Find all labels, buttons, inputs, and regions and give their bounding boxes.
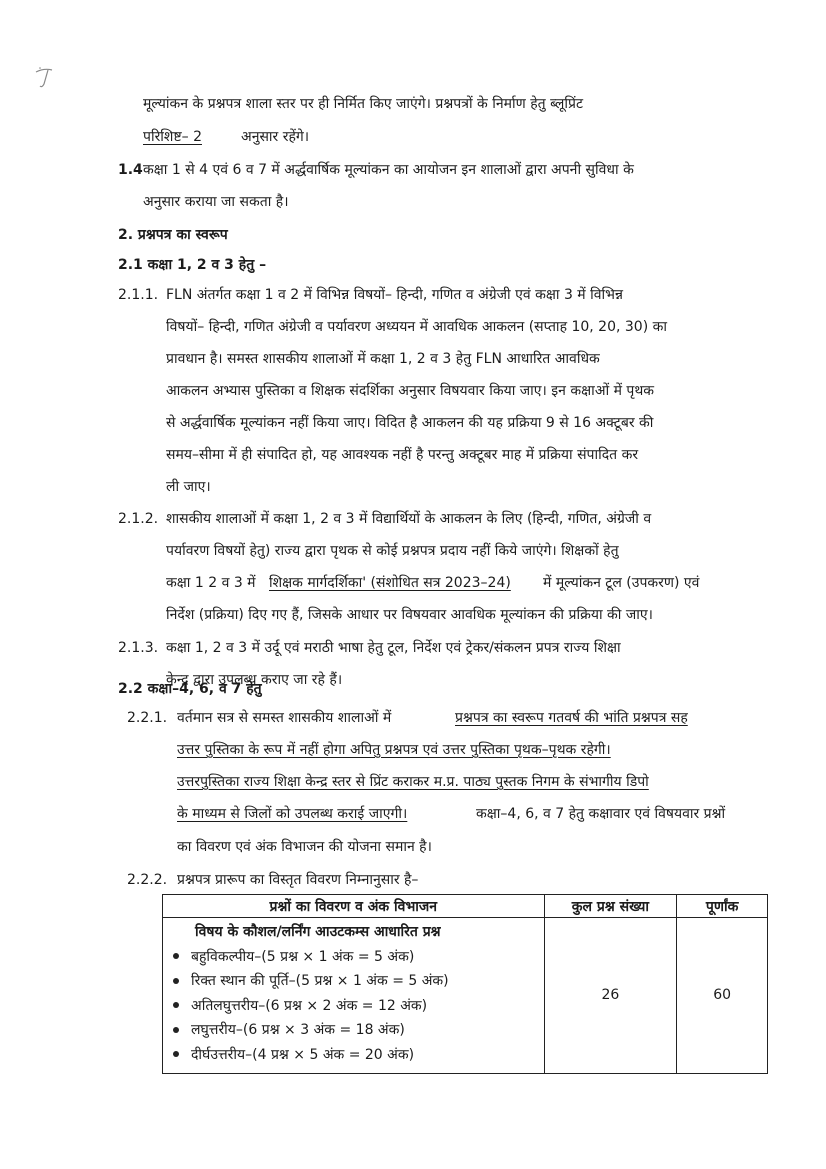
bullet-icon [173,978,179,984]
para-2-1-1-line1: FLN अंतर्गत कक्षा 1 व 2 में विभिन्न विषयों– हिन्दी, गणित व अंग्रेजी एवं कक्षा 3 में विभिन्न [166,287,623,303]
para-2-1-2-line3-underlined: शिक्षक मार्गदर्शिका' (संशोधित सत्र 2023–24) [269,575,511,591]
pen-scribble-mark [30,58,70,98]
para-1-4-line1: कक्षा 1 से 4 एवं 6 व 7 में अर्द्धवार्षिक मूल्यांकन का आयोजन इन शालाओं द्वारा अपनी सुविधा के [143,162,634,178]
para-2-1-2-line3a: कक्षा 1 2 व 3 में [166,575,256,591]
para-2-2-1-line4-underlined: के माध्यम से जिलों को उपलब्ध कराई जाएगी। [177,806,408,822]
para-2-1-1-line6: समय–सीमा में ही संपादित हो, यह आवश्यक नहीं है परन्तु अक्टूबर माह में प्रक्रिया संपादित कर [166,447,639,463]
section-2-heading: 2. प्रश्नपत्र का स्वरूप [118,227,228,243]
bullet-icon [173,1051,179,1057]
list-item: दीर्घउत्तरीय–(4 प्रश्न × 5 अंक = 20 अंक) [163,1042,544,1067]
para-1-4-line2: अनुसार कराया जा सकता है। [143,194,289,210]
para-2-1-1-number: 2.1.1. [118,287,159,303]
question-paper-format-table [162,894,768,1074]
list-item: बहुविकल्पीय–(5 प्रश्न × 1 अंक = 5 अंक) [163,944,544,969]
para-2-1-2-number: 2.1.2. [118,511,159,527]
para-2-1-1-line5: से अर्द्धवार्षिक मूल्यांकन नहीं किया जाए। विदित है आकलन की यह प्रक्रिया 9 से 16 अक्टूबर की [166,415,654,431]
para-2-2-1-number: 2.2.1. [127,710,168,726]
full-marks-value: 60 [677,918,768,1074]
para-2-1-1-line2: विषयों– हिन्दी, गणित अंग्रेजी व पर्यावरण अध्ययन में आवधिक आकलन (सप्ताह 10, 20, 30) का [166,319,667,335]
bullet-icon [173,953,179,959]
header-description: प्रश्नों का विवरण व अंक विभाजन [163,895,545,918]
table-row [163,918,768,1074]
para-2-1-2-line2: पर्यावरण विषयों हेतु) राज्य द्वारा पृथक से कोई प्रश्नपत्र प्रदाय नहीं किये जाएंगे। शिक्षकों हेतु [166,543,619,559]
list-item: लघुत्तरीय–(6 प्रश्न × 3 अंक = 18 अंक) [163,1018,544,1043]
para-1-3-line1: मूल्यांकन के प्रश्नपत्र शाला स्तर पर ही निर्मित किए जाएंगे। प्रश्नपत्रों के निर्माण हेतु ब्लूप्रिंट [143,96,584,112]
para-2-1-3-line1: कक्षा 1, 2 व 3 में उर्दू एवं मराठी भाषा हेतु टूल, निर्देश एवं ट्रेकर/संकलन प्रपत्र राज्य शिक्षा [166,640,621,656]
para-2-2-1-line2-underlined: उत्तर पुस्तिका के रूप में नहीं होगा अपितु प्रश्नपत्र एवं उत्तर पुस्तिका पृथक–पृथक रहेगी। [177,742,611,758]
para-2-2-1-line4: कक्षा–4, 6, व 7 हेतु कक्षावार एवं विषयवार प्रश्नों [476,806,726,822]
para-2-1-1-line7: ली जाए। [166,479,211,495]
para-2-2-2-line1: प्रश्नपत्र प्रारूप का विस्तृत विवरण निम्नानुसार है– [177,872,419,888]
para-2-1-3-line2: केन्द्र द्वारा उपलब्ध कराए जा रहे हैं। [166,672,343,688]
para-1-4-number: 1.4 [118,162,143,178]
bullet-icon [173,1002,179,1008]
header-full-marks: पूर्णांक [677,895,768,918]
list-item: रिक्त स्थान की पूर्ति–(5 प्रश्न × 1 अंक = 5 अंक) [163,969,544,994]
row-title: विषय के कौशल/लर्निंग आउटकम्स आधारित प्रश्न [195,924,441,940]
para-2-1-2-line4: निर्देश (प्रक्रिया) दिए गए हैं, जिसके आधार पर विषयवार आवधिक मूल्यांकन की प्रक्रिया की जाए। [166,607,653,623]
para-2-1-2-line3c: में मूल्यांकन टूल (उपकरण) एवं [543,575,700,591]
total-questions-value: 26 [544,918,677,1074]
para-2-1-1-line3: प्रावधान है। समस्त शासकीय शालाओं में कक्षा 1, 2 व 3 हेतु FLN आधारित आवधिक [166,351,600,367]
section-2-1-heading: 2.1 कक्षा 1, 2 व 3 हेतु – [118,257,267,273]
para-2-1-3-number: 2.1.3. [118,640,159,656]
para-1-3-line2: अनुसार रहेंगे। [241,129,310,145]
para-2-2-2-number: 2.2.2. [127,872,168,888]
para-2-2-1-line3-underlined: उत्तरपुस्तिका राज्य शिक्षा केन्द्र स्तर से प्रिंट कराकर म.प्र. पाठ्य पुस्तक निगम के संभागीय डिपो [177,774,649,790]
para-2-2-1-line1a: वर्तमान सत्र से समस्त शासकीय शालाओं में [177,710,392,726]
para-1-3-line2-underlined: परिशिष्ट– 2 [143,129,202,145]
para-2-2-1-line5: का विवरण एवं अंक विभाजन की योजना समान है। [177,839,432,855]
bullet-icon [173,1027,179,1033]
list-item: अतिलघुत्तरीय–(6 प्रश्न × 2 अंक = 12 अंक) [163,993,544,1018]
table-header-row [163,895,768,918]
para-2-1-2-line1: शासकीय शालाओं में कक्षा 1, 2 व 3 में विद्यार्थियों के आकलन के लिए (हिन्दी, गणित, अंग्रेजी व [166,511,652,527]
header-total-questions: कुल प्रश्न संख्या [544,895,677,918]
description-cell [163,918,545,1074]
para-2-2-1-line1-underlined: प्रश्नपत्र का स्वरूप गतवर्ष की भांति प्रश्नपत्र सह [455,710,688,726]
section-2-2-heading: 2.2 कक्षा–4, 6, व 7 हेतु [118,681,262,697]
para-2-1-1-line4: आकलन अभ्यास पुस्तिका व शिक्षक संदर्शिका अनुसार विषयवार किया जाए। इन कक्षाओं में पृथक [166,383,655,399]
